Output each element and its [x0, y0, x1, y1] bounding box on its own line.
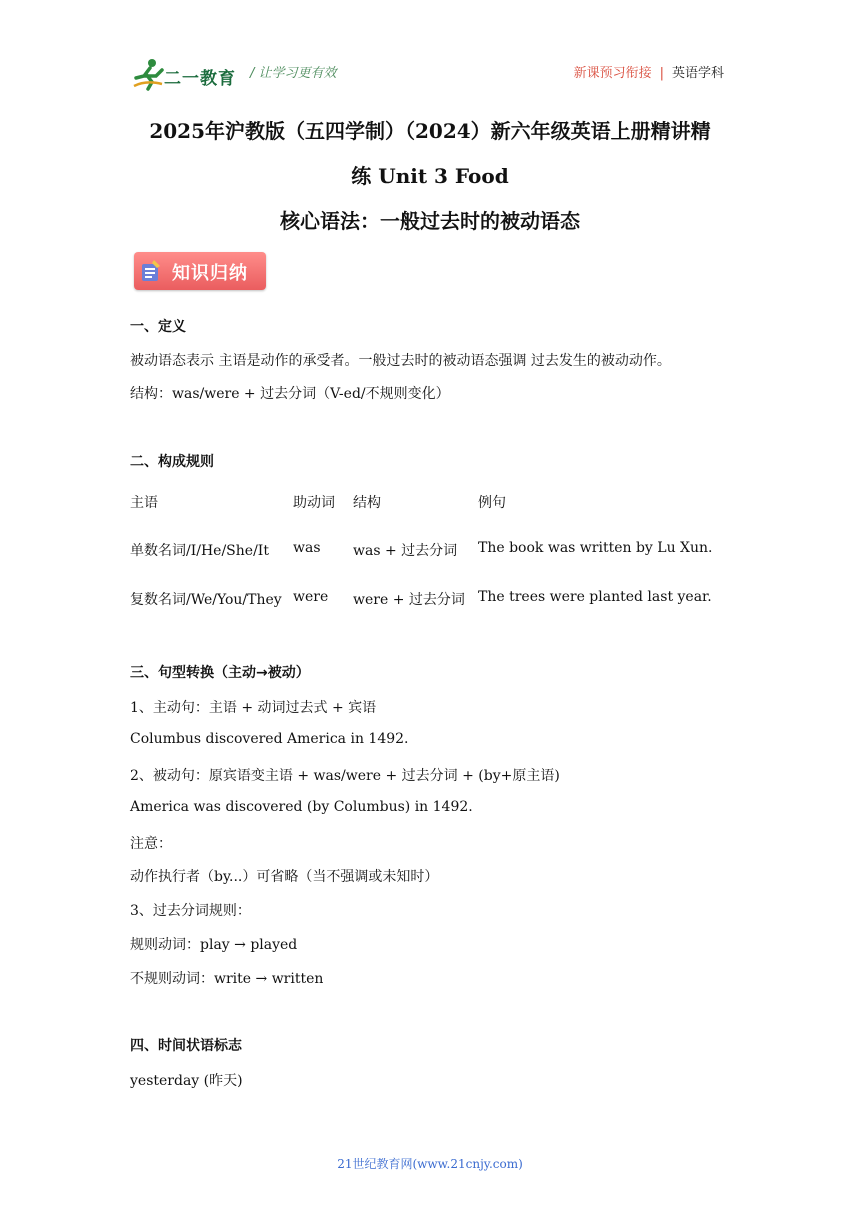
table-row2-structure: were + 过去分词: [353, 592, 465, 608]
table-row2-subject: 复数名词/We/You/They: [130, 592, 282, 608]
table-row2-auxiliary: were: [293, 589, 329, 605]
irregular-verb-example: 不规则动词：write → written: [130, 971, 324, 987]
logo: [132, 56, 242, 92]
slogan: / 让学习更有效: [250, 66, 337, 81]
header-course-label: 新课预习衔接: [573, 66, 652, 81]
page-footer: 21世纪教育网(www.21cnjy.com): [337, 1157, 523, 1171]
page-header: [132, 56, 732, 92]
note-text: 动作执行者（by...）可省略（当不强调或未知时）: [130, 869, 439, 885]
table-row1-auxiliary: was: [293, 540, 321, 556]
participle-rules-heading: 3、过去分词规则：: [130, 903, 251, 919]
table-row2-example: The trees were planted last year.: [478, 589, 712, 605]
passive-sentence-rule: 2、被动句：原宾语变主语 + was/were + 过去分词 + (by+原主语): [130, 768, 560, 784]
active-sentence-rule: 1、主动句：主语 + 动词过去式 + 宾语: [130, 700, 377, 716]
table-header-auxiliary: 助动词: [293, 495, 335, 511]
header-right: [574, 62, 724, 81]
runner-logo-icon: [132, 56, 166, 92]
doc-title-line2: 练 Unit 3 Food: [351, 164, 509, 188]
table-row1-structure: was + 过去分词: [353, 543, 458, 559]
logo-text: 二一教育: [164, 69, 236, 89]
header-subject-label: 英语学科: [671, 66, 724, 81]
active-sentence-example: Columbus discovered America in 1492.: [130, 731, 409, 747]
definition-text: 被动语态表示 主语是动作的承受者。一般过去时的被动语态强调 过去发生的被动动作。: [130, 353, 671, 369]
table-header-example: 例句: [478, 495, 506, 511]
structure-text: 结构：was/were + 过去分词（V-ed/不规则变化）: [130, 386, 450, 402]
badge-label: 知识归纳: [172, 263, 248, 284]
table-header-subject: 主语: [130, 495, 158, 511]
regular-verb-example: 规则动词：play → played: [130, 937, 298, 953]
time-marker-yesterday: yesterday (昨天): [130, 1073, 243, 1089]
section-rules-heading: 二、构成规则: [130, 454, 214, 470]
section-transform-heading: 三、句型转换（主动→被动）: [130, 665, 310, 681]
knowledge-summary-badge: [134, 252, 266, 290]
section-definition-heading: 一、定义: [130, 319, 186, 335]
notebook-icon: [140, 259, 162, 283]
section-time-markers-heading: 四、时间状语标志: [130, 1038, 242, 1054]
table-row1-subject: 单数名词/I/He/She/It: [130, 543, 269, 559]
passive-sentence-example: America was discovered (by Columbus) in 1492.: [130, 799, 473, 815]
table-row1-example: The book was written by Lu Xun.: [478, 540, 713, 556]
doc-title-line3: 核心语法：一般过去时的被动语态: [280, 209, 580, 233]
note-label: 注意：: [130, 836, 172, 852]
table-header-structure: 结构: [353, 495, 381, 511]
header-separator: |: [659, 66, 664, 81]
doc-title-line1: 2025年沪教版（五四学制）（2024）新六年级英语上册精讲精: [149, 119, 711, 143]
